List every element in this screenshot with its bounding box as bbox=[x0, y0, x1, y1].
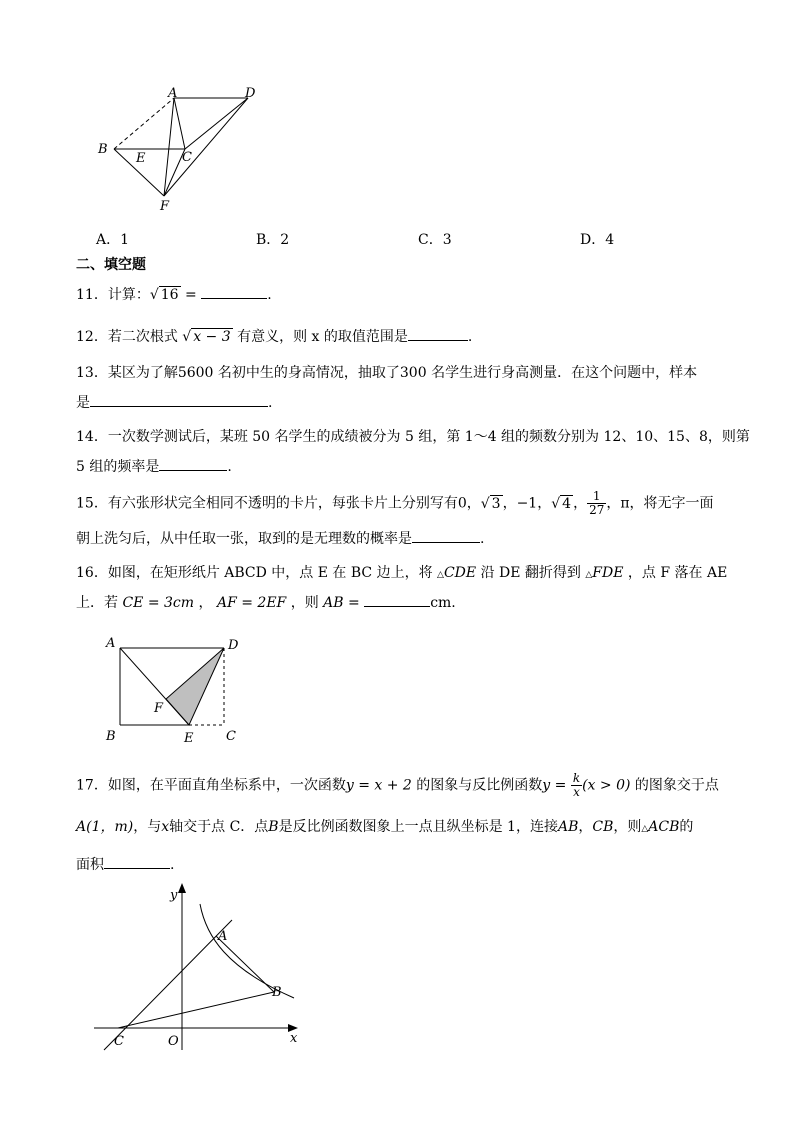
question-15-line2: 朝上洗匀后，从中任取一张，取到的是无理数的概率是 . bbox=[76, 528, 756, 550]
label-C: C bbox=[226, 729, 236, 744]
label-F: F bbox=[154, 701, 164, 716]
label-D: D bbox=[245, 86, 256, 101]
label-A: A bbox=[106, 636, 116, 651]
label-F: F bbox=[160, 199, 170, 214]
question-13-line2: 是 . bbox=[76, 392, 756, 414]
question-15-line1: 15．有六张形状完全相同不透明的卡片，每张卡片上分别写有0，√ 3 ，−1，√ 4 ， $\frac{1}{27}$ ，π，将无字一面 bbox=[76, 489, 714, 517]
question-14-line2: 5 组的频率是 . bbox=[76, 456, 756, 478]
answer-blank-16[interactable] bbox=[364, 592, 430, 607]
label-A: A bbox=[218, 929, 228, 944]
figure-q16 bbox=[100, 634, 250, 746]
label-C: C bbox=[114, 1034, 124, 1049]
question-17-line1: 17．如图，在平面直角坐标系中，一次函数y = x + 2 的图象与反比例函数y = $\frac{k}{x}$ (x > 0) 的图象交于点 bbox=[76, 771, 719, 799]
label-x: x bbox=[290, 1031, 298, 1046]
question-12: 12．若二次根式 √ x − 3 有意义，则 x 的取值范围是 . bbox=[76, 326, 756, 348]
answer-blank-12[interactable] bbox=[408, 326, 468, 341]
answer-blank-15[interactable] bbox=[412, 528, 480, 543]
figure-q17 bbox=[86, 880, 316, 1052]
label-y: y bbox=[170, 888, 178, 903]
answer-blank-11[interactable] bbox=[201, 284, 267, 299]
label-D: D bbox=[228, 638, 239, 653]
question-14-line1: 14．一次数学测试后，某班 50 名学生的成绩被分为 5 组，第 1～4 组的频数分别为 12、10、15、8，则第 bbox=[76, 429, 750, 445]
question-11: 11．计算：√ 16 = . bbox=[76, 284, 756, 306]
figure-q10 bbox=[90, 86, 270, 216]
label-B: B bbox=[272, 985, 282, 1000]
option-d[interactable]: D．4 bbox=[580, 232, 615, 248]
label-O: O bbox=[168, 1034, 179, 1049]
label-A: A bbox=[168, 86, 178, 101]
option-a[interactable]: A．1 bbox=[96, 232, 130, 248]
answer-blank-14[interactable] bbox=[159, 456, 227, 471]
question-16-line2: 上．若 CE = 3cm ， AF = 2EF ，则 AB = cm. bbox=[76, 592, 756, 614]
option-b[interactable]: B．2 bbox=[256, 232, 290, 248]
label-B: B bbox=[98, 142, 108, 157]
section-title: 二、填空题 bbox=[76, 257, 146, 273]
label-E: E bbox=[184, 731, 194, 746]
label-E: E bbox=[136, 151, 146, 166]
question-17-line3: 面积 . bbox=[76, 854, 756, 876]
label-C: C bbox=[182, 150, 192, 165]
question-13-line1: 13．某区为了解5600 名初中生的身高情况，抽取了300 名学生进行身高测量．在这个问题中，样本 bbox=[76, 365, 698, 381]
question-16-line1: 16．如图，在矩形纸片 ABCD 中，点 E 在 BC 边上，将 △CDE 沿 DE 翻折得到 △FDE ，点 F 落在 AE bbox=[76, 565, 728, 581]
answer-blank-17[interactable] bbox=[104, 854, 170, 869]
option-c[interactable]: C．3 bbox=[418, 232, 452, 248]
label-B: B bbox=[106, 729, 116, 744]
answer-blank-13[interactable] bbox=[90, 392, 268, 407]
question-17-line2: A(1，m)，与x轴交于点 C．点B是反比例函数图象上一点且纵坐标是 1，连接AB，CB，则△ACB的 bbox=[76, 819, 694, 835]
